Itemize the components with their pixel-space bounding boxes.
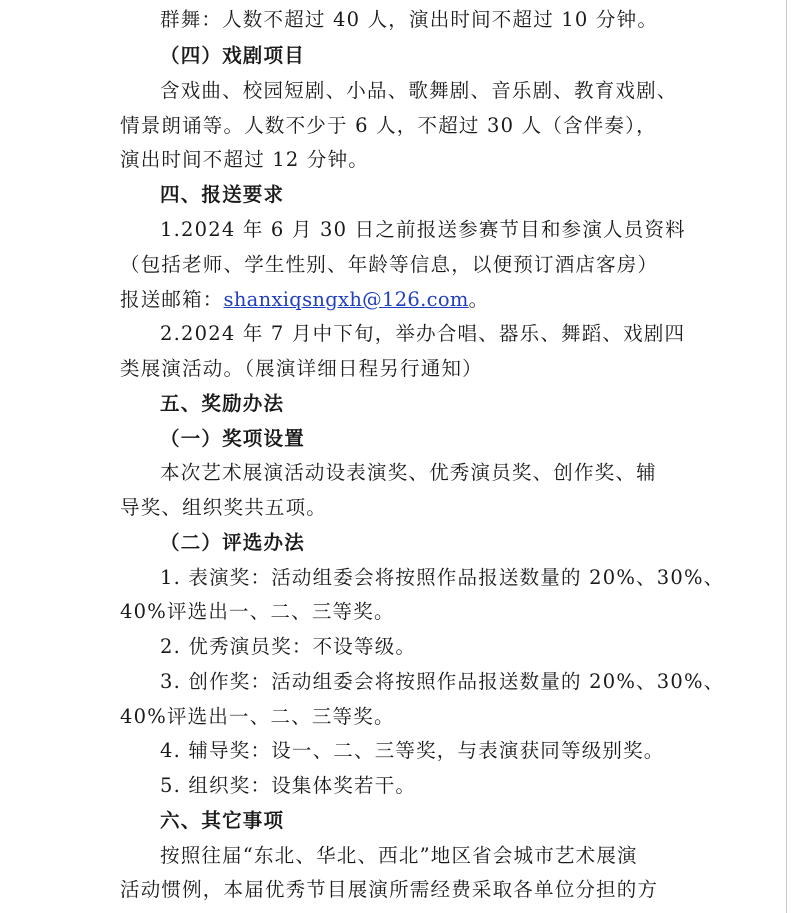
subheading-award-setup: （一）奖项设置 — [160, 427, 305, 450]
text-line-selection-4: 3. 创作奖：活动组委会将按照作品报送数量的 20%、30%、 — [160, 670, 725, 693]
text-line-other-1: 按照往届“东北、华北、西北”地区省会城市艺术展演 — [160, 844, 638, 867]
text-line-selection-1: 1. 表演奖：活动组委会将按照作品报送数量的 20%、30%、 — [160, 566, 725, 589]
subheading-selection: （二）评选办法 — [160, 531, 305, 554]
text-line-submission-3: 2.2024 年 7 月中下旬，举办合唱、器乐、舞蹈、戏剧四 — [160, 322, 686, 345]
text-line-email — [120, 288, 489, 312]
email-link[interactable]: shanxiqsngxh@126.com — [223, 288, 469, 311]
email-period: 。 — [468, 288, 490, 311]
text-line-drama-1: 含戏曲、校园短剧、小品、歌舞剧、音乐剧、教育戏剧、 — [160, 79, 678, 102]
email-label: 报送邮箱： — [120, 288, 224, 311]
text-line-selection-7: 5. 组织奖：设集体奖若干。 — [160, 774, 417, 797]
text-line-group-dance: 群舞：人数不超过 40 人，演出时间不超过 10 分钟。 — [160, 8, 659, 31]
heading-submission: 四、报送要求 — [160, 183, 285, 206]
text-line-selection-3: 2. 优秀演员奖：不设等级。 — [160, 635, 417, 658]
page-edge — [786, 0, 787, 913]
subheading-drama: （四）戏剧项目 — [160, 44, 305, 67]
heading-awards: 五、奖励办法 — [160, 392, 285, 415]
text-line-selection-5: 40%评选出一、二、三等奖。 — [120, 705, 395, 728]
text-line-selection-2: 40%评选出一、二、三等奖。 — [120, 600, 395, 623]
heading-other: 六、其它事项 — [160, 809, 285, 832]
text-line-submission-1: 1.2024 年 6 月 30 日之前报送参赛节目和参演人员资料 — [160, 218, 686, 241]
text-line-submission-2: （包括老师、学生性别、年龄等信息，以便预订酒店客房） — [120, 253, 659, 276]
text-line-awards-1: 本次艺术展演活动设表演奖、优秀演员奖、创作奖、辅 — [160, 461, 657, 484]
text-line-selection-6: 4. 辅导奖：设一、二、三等奖，与表演获同等级别奖。 — [160, 739, 665, 762]
text-line-awards-2: 导奖、组织奖共五项。 — [120, 496, 328, 519]
text-line-other-2: 活动惯例，本届优秀节目展演所需经费采取各单位分担的方 — [120, 878, 659, 901]
text-line-drama-2: 情景朗诵等。人数不少于 6 人，不超过 30 人（含伴奏）， — [120, 114, 657, 137]
text-line-drama-3: 演出时间不超过 12 分钟。 — [120, 148, 370, 171]
text-line-submission-4: 类展演活动。（展演详细日程另行通知） — [120, 357, 483, 380]
